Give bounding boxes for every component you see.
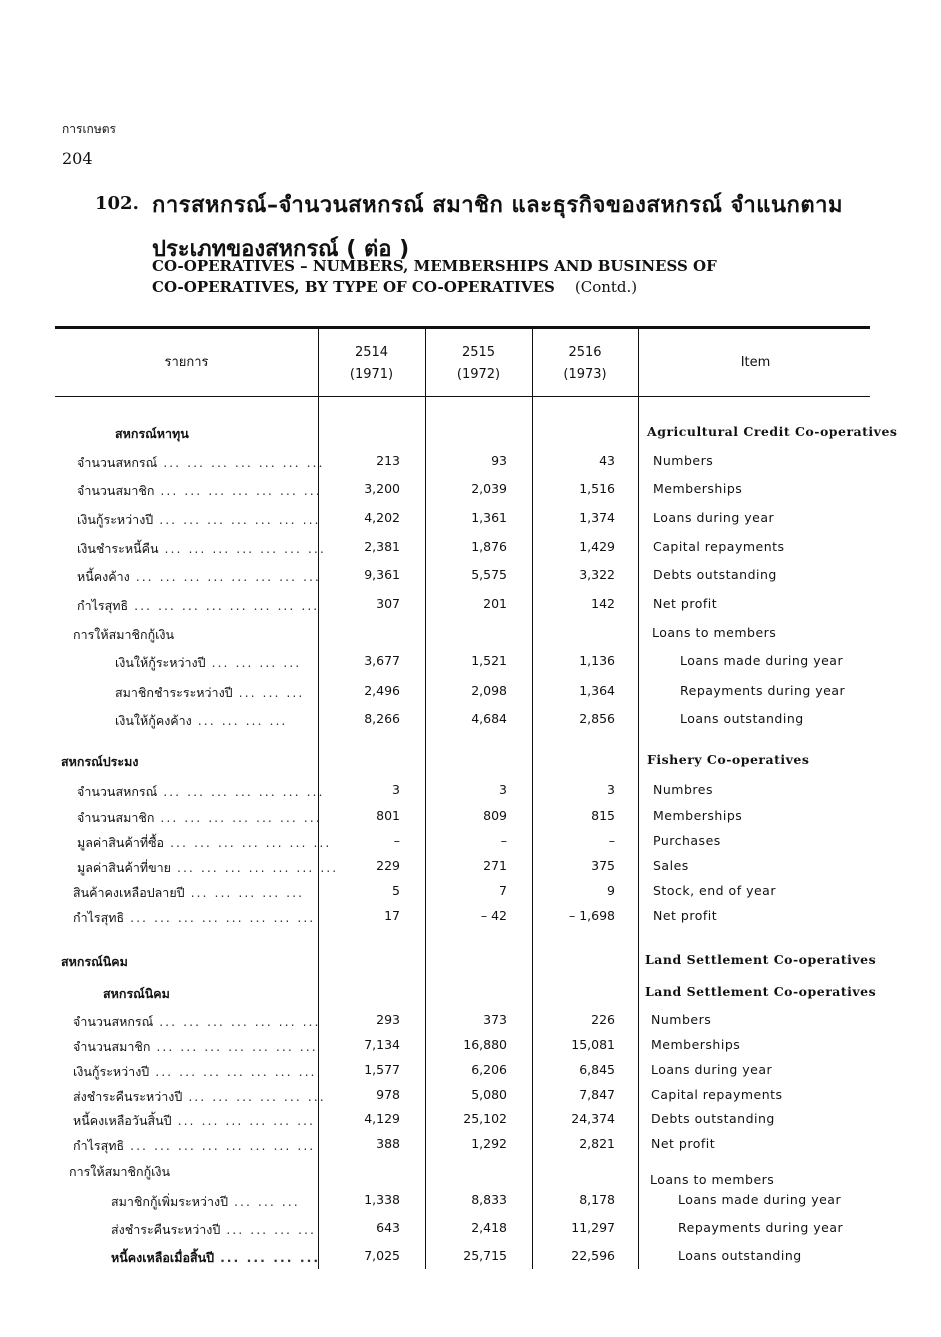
row-label-english: Loans during year — [651, 1062, 773, 1077]
row-label-thai: มูลค่าสินค้าที่ขาย ... ... ... ... ... ... ... — [77, 860, 339, 875]
table-row — [55, 1012, 875, 1038]
cell-2515: 809 — [483, 808, 507, 823]
cell-2516: 1,429 — [579, 539, 615, 554]
cell-2516: 3,322 — [579, 567, 615, 582]
section-label: การเกษตร — [62, 122, 116, 136]
subgroup-title-english: Loans to members — [652, 625, 777, 640]
table-row — [55, 596, 875, 622]
row-label-thai: ส่งชำระคืนระหว่างปี ... ... ... ... ... ... — [73, 1089, 326, 1104]
cell-2514: 7,025 — [364, 1248, 400, 1263]
row-label-english: Capital repayments — [651, 1087, 783, 1102]
cell-2514: 229 — [376, 858, 400, 873]
table-row — [55, 711, 875, 737]
cell-2515: 5,080 — [471, 1087, 507, 1102]
row-label-english: Purchases — [653, 833, 721, 848]
subgroup-header-loans — [55, 625, 875, 651]
row-label-thai: หนี้คงเหลือวันสิ้นปี ... ... ... ... ... ... — [73, 1113, 315, 1128]
cell-2515: – 42 — [480, 908, 507, 923]
cell-2514: 4,202 — [364, 510, 400, 525]
table-row — [55, 858, 875, 884]
col-header-english-item: Item — [740, 355, 771, 370]
row-label-thai: จำนวนสหกรณ์ ... ... ... ... ... ... ... — [73, 1014, 321, 1029]
row-label-english: Net profit — [651, 1136, 716, 1151]
row-label-thai: สินค้าคงเหลือปลายปี ... ... ... ... ... — [73, 885, 305, 900]
row-label-english: Stock, end of year — [653, 883, 776, 898]
cell-2515: 1,292 — [471, 1136, 507, 1151]
subgroup-title-thai: สหกรณ์นิคม — [103, 986, 170, 1001]
table-row — [55, 883, 875, 909]
cell-2515: 1,876 — [471, 539, 507, 554]
group-title-english: Land Settlement Co-operatives — [645, 952, 877, 967]
year-ad: (1973) — [563, 367, 607, 382]
row-label-thai: เงินชำระหนี้คืน ... ... ... ... ... ... ... — [77, 541, 326, 556]
table-row — [55, 453, 875, 479]
cell-2515: 3 — [499, 782, 507, 797]
page-number: 204 — [62, 149, 93, 168]
table-row — [55, 1087, 875, 1113]
row-label-english: Numbres — [653, 782, 713, 797]
row-label-english: Memberships — [651, 1037, 741, 1052]
row-label-thai: ส่งชำระคืนระหว่างปี ... ... ... ... — [111, 1222, 316, 1237]
cell-2516: 24,374 — [571, 1111, 615, 1126]
cell-2514: 5 — [392, 883, 400, 898]
subgroup-header-land-settlement — [55, 984, 875, 1010]
thai-title-line1: การสหกรณ์–จำนวนสหกรณ์ สมาชิก และธุรกิจของสหกรณ์ จำแนกตาม — [152, 193, 843, 218]
table-row — [55, 539, 875, 565]
cell-2515: – — [500, 833, 507, 848]
cell-2515: 201 — [483, 596, 507, 611]
header-bottom-rule — [55, 396, 870, 397]
cell-2514: 801 — [376, 808, 400, 823]
row-label-english: Net profit — [653, 596, 718, 611]
cell-2516: 9 — [607, 883, 615, 898]
row-label-thai: จำนวนสหกรณ์ ... ... ... ... ... ... ... — [77, 784, 325, 799]
row-label-thai: จำนวนสมาชิก ... ... ... ... ... ... ... — [73, 1039, 318, 1054]
cell-2514: 9,361 — [364, 567, 400, 582]
cell-2516: 142 — [591, 596, 615, 611]
cell-2516: 2,821 — [579, 1136, 615, 1151]
cell-2515: 7 — [499, 883, 507, 898]
row-label-thai: สมาชิกกู้เพิ่มระหว่างปี ... ... ... — [111, 1194, 300, 1209]
group-title-english: Agricultural Credit Co-operatives — [647, 424, 898, 439]
cell-2515: 1,521 — [471, 653, 507, 668]
cell-2515: 25,102 — [463, 1111, 507, 1126]
table-row — [55, 908, 875, 934]
cell-2514: 3,677 — [364, 653, 400, 668]
cell-2514: 388 — [376, 1136, 400, 1151]
cell-2516: – 1,698 — [568, 908, 615, 923]
cell-2516: 2,856 — [579, 711, 615, 726]
table-row — [55, 1220, 875, 1246]
cell-2514: 1,577 — [364, 1062, 400, 1077]
cell-2515: 4,684 — [471, 711, 507, 726]
table-row — [55, 1248, 875, 1274]
col-header-thai-item: รายการ — [164, 355, 209, 370]
cell-2514: 4,129 — [364, 1111, 400, 1126]
group-title-thai: สหกรณ์นิคม — [61, 954, 128, 969]
cell-2516: 7,847 — [579, 1087, 615, 1102]
row-label-english: Numbers — [651, 1012, 712, 1027]
cell-2516: 1,516 — [579, 481, 615, 496]
cell-2516: 1,374 — [579, 510, 615, 525]
cell-2516: 15,081 — [571, 1037, 615, 1052]
cell-2516: 375 — [591, 858, 615, 873]
year-be: 2515 — [461, 345, 496, 360]
table-row — [55, 683, 875, 709]
row-label-english: Memberships — [653, 481, 743, 496]
thai-title-line2: ประเภทของสหกรณ์ ( ต่อ ) — [152, 237, 410, 262]
row-label-english: Loans outstanding — [678, 1248, 802, 1263]
row-label-thai: จำนวนสมาชิก ... ... ... ... ... ... ... — [77, 483, 322, 498]
cell-2516: 3 — [607, 782, 615, 797]
group-header-land-settlement — [55, 952, 875, 978]
row-label-english: Numbers — [653, 453, 714, 468]
subgroup-title-english: Loans to members — [650, 1172, 775, 1187]
cell-2515: 373 — [483, 1012, 507, 1027]
row-label-english: Debts outstanding — [653, 567, 777, 582]
cell-2516: 43 — [599, 453, 615, 468]
row-label-english: Net profit — [653, 908, 718, 923]
cell-2514: 307 — [376, 596, 400, 611]
group-title-english: Fishery Co-operatives — [647, 752, 810, 767]
subgroup-title-thai: การให้สมาชิกกู้เงิน — [73, 627, 175, 642]
table-row — [55, 1136, 875, 1162]
english-title-line1: CO-OPERATIVES – NUMBERS, MEMBERSHIPS AND BUSINESS OF — [152, 257, 717, 275]
row-label-thai: จำนวนสมาชิก ... ... ... ... ... ... ... — [77, 810, 322, 825]
cell-2515: 2,418 — [471, 1220, 507, 1235]
cell-2514: 8,266 — [364, 711, 400, 726]
row-label-english: Sales — [653, 858, 689, 873]
col-header-2514 — [318, 342, 425, 386]
year-ad: (1971) — [349, 367, 394, 382]
cell-2516: 1,364 — [579, 683, 615, 698]
cell-2515: 25,715 — [463, 1248, 507, 1263]
table-row — [55, 1037, 875, 1063]
cell-2516: – — [608, 833, 615, 848]
year-be: 2514 — [354, 345, 389, 360]
cell-2515: 16,880 — [463, 1037, 507, 1052]
cell-2515: 2,039 — [471, 481, 507, 496]
col-header-2516 — [532, 342, 638, 386]
row-label-english: Loans made during year — [678, 1192, 842, 1207]
row-label-thai: จำนวนสหกรณ์ ... ... ... ... ... ... ... — [77, 455, 325, 470]
table-row — [55, 808, 875, 834]
english-title-line2 — [152, 278, 637, 296]
cell-2515: 93 — [491, 453, 507, 468]
row-label-thai: เงินให้กู้ระหว่างปี ... ... ... ... — [115, 655, 302, 670]
table-row — [55, 833, 875, 859]
table-row — [55, 1062, 875, 1088]
table-row — [55, 481, 875, 507]
cell-2514: – — [393, 833, 400, 848]
row-label-thai: มูลค่าสินค้าที่ซื้อ ... ... ... ... ... ... ... — [77, 835, 332, 850]
cell-2514: 978 — [376, 1087, 400, 1102]
cell-2515: 1,361 — [471, 510, 507, 525]
cell-2515: 5,575 — [471, 567, 507, 582]
year-be: 2516 — [568, 345, 602, 360]
subgroup-header-loans — [55, 1162, 875, 1188]
table-top-rule — [55, 326, 870, 329]
table-row — [55, 567, 875, 593]
table-number: 102. — [95, 193, 139, 214]
cell-2514: 643 — [376, 1220, 400, 1235]
row-label-thai: เงินกู้ระหว่างปี ... ... ... ... ... ... ... — [73, 1064, 317, 1079]
row-label-thai: เงินกู้ระหว่างปี ... ... ... ... ... ... ... — [77, 512, 321, 527]
group-title-thai: สหกรณ์ประมง — [61, 754, 139, 769]
cell-2516: 6,845 — [579, 1062, 615, 1077]
cell-2516: 11,297 — [571, 1220, 615, 1235]
cell-2516: 8,178 — [579, 1192, 615, 1207]
cell-2514: 2,381 — [364, 539, 400, 554]
row-label-english: Loans during year — [653, 510, 775, 525]
cell-2516: 226 — [591, 1012, 615, 1027]
row-label-english: Repayments during year — [680, 683, 846, 698]
group-header-agricultural-credit — [55, 424, 898, 450]
year-ad: (1972) — [456, 367, 501, 382]
col-header-2515 — [425, 342, 532, 386]
english-title-text: CO-OPERATIVES, BY TYPE OF CO-OPERATIVES — [152, 278, 555, 296]
cell-2514: 7,134 — [364, 1037, 400, 1052]
cell-2514: 3,200 — [364, 481, 400, 496]
table-row — [55, 510, 875, 536]
row-label-english: Debts outstanding — [651, 1111, 775, 1126]
cell-2514: 1,338 — [364, 1192, 400, 1207]
table-row — [55, 653, 875, 679]
cell-2516: 1,136 — [579, 653, 615, 668]
group-title-thai: สหกรณ์หาทุน — [115, 426, 189, 441]
cell-2515: 2,098 — [471, 683, 507, 698]
table-row — [55, 1192, 875, 1218]
cell-2515: 271 — [483, 858, 507, 873]
cell-2514: 17 — [384, 908, 400, 923]
group-header-fishery — [55, 752, 875, 778]
cell-2515: 8,833 — [471, 1192, 507, 1207]
subgroup-title-english: Land Settlement Co-operatives — [645, 984, 877, 999]
row-label-thai: กำไรสุทธิ ... ... ... ... ... ... ... ... — [77, 598, 320, 613]
row-label-thai: กำไรสุทธิ ... ... ... ... ... ... ... ... — [73, 1138, 316, 1153]
row-label-thai: กำไรสุทธิ ... ... ... ... ... ... ... ... — [73, 910, 316, 925]
cell-2514: 3 — [392, 782, 400, 797]
cell-2514: 213 — [376, 453, 400, 468]
cell-2516: 22,596 — [571, 1248, 615, 1263]
row-label-thai: เงินให้กู้คงค้าง ... ... ... ... — [115, 713, 288, 728]
cell-2516: 815 — [591, 808, 615, 823]
row-label-english: Loans outstanding — [680, 711, 804, 726]
cell-2514: 293 — [376, 1012, 400, 1027]
table-row — [55, 1111, 875, 1137]
cell-2514: 2,496 — [364, 683, 400, 698]
cell-2515: 6,206 — [471, 1062, 507, 1077]
row-label-english: Capital repayments — [653, 539, 785, 554]
row-label-thai: หนี้คงเหลือเมื่อสิ้นปี ... ... ... ... — [111, 1250, 321, 1265]
row-label-english: Memberships — [653, 808, 743, 823]
row-label-thai: สมาชิกชำระระหว่างปี ... ... ... — [115, 685, 305, 700]
row-label-english: Repayments during year — [678, 1220, 844, 1235]
table-row — [55, 782, 875, 808]
row-label-thai: หนี้คงค้าง ... ... ... ... ... ... ... ... — [77, 569, 321, 584]
contd-label: (Contd.) — [574, 278, 638, 296]
row-label-english: Loans made during year — [680, 653, 844, 668]
subgroup-title-thai: การให้สมาชิกกู้เงิน — [69, 1164, 171, 1179]
